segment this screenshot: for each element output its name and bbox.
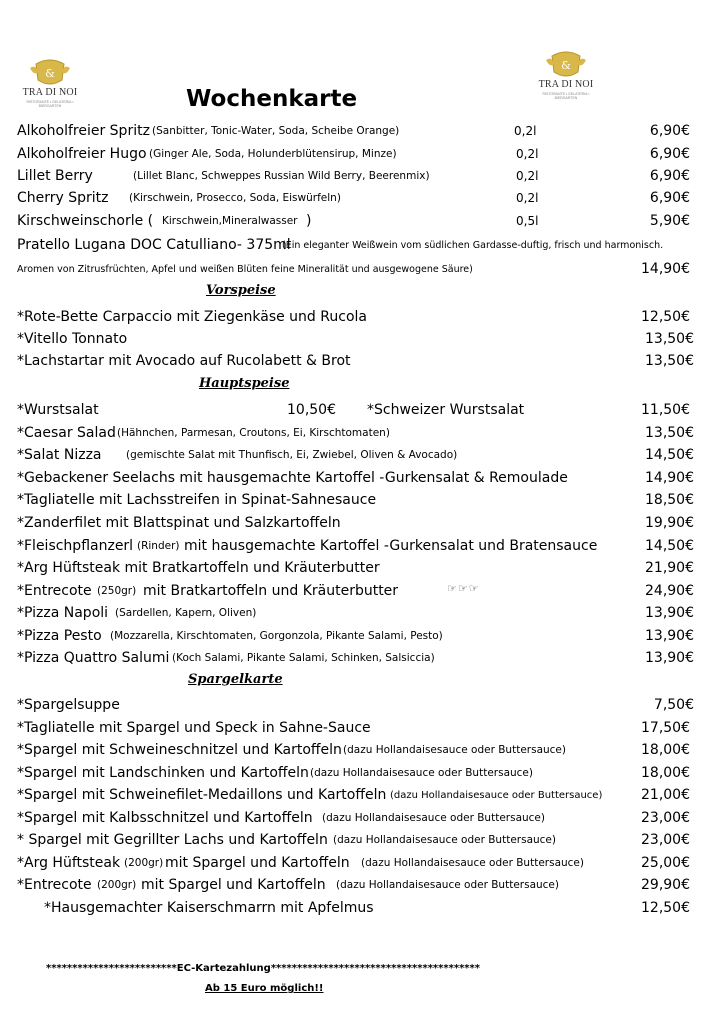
menu-item	[0, 602, 724, 625]
item-price: 23,00€	[641, 810, 690, 826]
item-volume: 0,2l	[514, 124, 537, 138]
item-name: *Vitello Tonnato	[17, 331, 128, 347]
item-name-close: )	[306, 213, 312, 229]
menu-item	[0, 512, 724, 535]
item-desc: (Rinder)	[137, 540, 180, 552]
item-price: 5,90€	[649, 213, 690, 229]
item-volume: 0,2l	[516, 147, 539, 161]
dessert-item	[0, 897, 724, 920]
logo-brand: TRA DI NOI	[538, 79, 594, 90]
menu-item	[0, 784, 724, 807]
item-price: 10,50€	[287, 402, 336, 418]
item-name: *Spargel mit Schweinefilet-Medaillons und Kartoffeln	[17, 787, 387, 803]
item-price: 23,00€	[641, 832, 690, 848]
item-name: *Pizza Napoli	[17, 605, 109, 621]
item-desc: (Sardellen, Kapern, Oliven)	[115, 607, 257, 619]
menu-item	[0, 647, 724, 670]
pointing-hand-icon: ☞☞☞	[447, 582, 480, 595]
item-price: 18,00€	[641, 742, 690, 758]
item-name-cont: mit Spargel und Kartoffeln	[165, 855, 350, 871]
drink-item	[0, 120, 724, 143]
item-price: 24,90€	[645, 583, 694, 599]
menu-item	[0, 694, 724, 717]
item-price: 7,50€	[653, 697, 694, 713]
item-name: *Hausgemachter Kaiserschmarrn mit Apfelmus	[44, 900, 374, 916]
item-name: *Entrecote	[17, 583, 92, 599]
item-desc: Kirschwein,Mineralwasser	[162, 215, 298, 227]
payment-label: EC-Kartezahlung	[176, 963, 271, 974]
item-price: 18,00€	[641, 765, 690, 781]
section-hauptspeise: Hauptspeise	[199, 376, 290, 391]
menu-item	[0, 580, 724, 603]
item-name: Pratello Lugana DOC Catulliano- 375ml	[17, 237, 291, 253]
item-name: *Arg Hüftsteak mit Bratkartoffeln und Kräuterbutter	[17, 560, 380, 576]
item-desc: (dazu Hollandaisesauce oder Buttersauce)	[310, 767, 533, 779]
menu-item	[0, 807, 724, 830]
logo-monogram: &	[561, 59, 571, 72]
item-name: *Arg Hüftsteak	[17, 855, 121, 871]
item-name: *Tagliatelle mit Lachsstreifen in Spinat-Sahnesauce	[17, 492, 377, 508]
item-price: 14,50€	[645, 538, 694, 554]
item-name: * Spargel mit Gegrillter Lachs und Kartoffeln	[17, 832, 328, 848]
item-price: 13,90€	[645, 650, 694, 666]
item-price: 21,90€	[645, 560, 694, 576]
drink-item	[0, 187, 724, 210]
item-desc: (Ein eleganter Weißwein vom südlichen Gardasse-duftig, frisch und harmonisch.	[282, 240, 664, 251]
item-name: *Fleischpflanzerl	[17, 538, 134, 554]
item-price: 6,90€	[649, 123, 690, 139]
payment-min-note: Ab 15 Euro möglich!!	[205, 983, 324, 994]
item-desc: (dazu Hollandaisesauce oder Buttersauce)	[361, 857, 584, 869]
item-desc: (dazu Hollandaisesauce oder Buttersauce)	[336, 879, 559, 891]
item-price: 13,90€	[645, 628, 694, 644]
stars-right: ****************************************	[270, 963, 480, 974]
menu-item	[0, 306, 724, 329]
item-desc: (200gr)	[97, 879, 137, 891]
wine-item	[0, 234, 724, 257]
item-price: 25,00€	[641, 855, 690, 871]
menu-item	[0, 874, 724, 897]
stars-left: *************************	[46, 963, 177, 974]
section-vorspeise: Vorspeise	[206, 283, 276, 298]
item-name: *Tagliatelle mit Spargel und Speck in Sahne-Sauce	[17, 720, 371, 736]
item-name: Lillet Berry	[17, 168, 93, 184]
item-price: 14,90€	[641, 261, 690, 277]
menu-item	[0, 489, 724, 512]
item-name: *Zanderfilet mit Blattspinat und Salzkartoffeln	[17, 515, 341, 531]
item-name-cont: mit hausgemachte Kartoffel -Gurkensalat und Bratensauce	[184, 538, 598, 554]
drink-item	[0, 165, 724, 188]
logo-monogram: &	[45, 67, 55, 80]
item-price: 17,50€	[641, 720, 690, 736]
item-volume: 0,2l	[516, 169, 539, 183]
item-price: 6,90€	[649, 168, 690, 184]
wine-item-cont	[0, 258, 724, 281]
item-name: *Pizza Pesto	[17, 628, 102, 644]
item-desc: (dazu Hollandaisesauce oder Buttersauce)	[343, 744, 566, 756]
item-name: *Wurstsalat	[17, 402, 99, 418]
item-price: 13,50€	[645, 353, 694, 369]
item-price: 12,50€	[641, 309, 690, 325]
item-name: *Entrecote	[17, 877, 92, 893]
drink-item	[0, 210, 724, 233]
menu-item	[0, 328, 724, 351]
item-volume: 0,5l	[516, 214, 539, 228]
item-price: 21,00€	[641, 787, 690, 803]
item-price: 18,50€	[645, 492, 694, 508]
item-name-cont: mit Spargel und Kartoffeln	[141, 877, 326, 893]
item-name: *Rote-Bette Carpaccio mit Ziegenkäse und Rucola	[17, 309, 367, 325]
item-desc: (gemischte Salat mit Thunfisch, Ei, Zwiebel, Oliven & Avocado)	[126, 449, 458, 461]
menu-item	[0, 467, 724, 490]
item-price: 19,90€	[645, 515, 694, 531]
logo-tagline: RISTORANTE • GELATERIA • BIERGARTEN	[26, 100, 74, 108]
item-price: 13,50€	[645, 331, 694, 347]
logo-tagline: RISTORANTE • GELATERIA • BIERGARTEN	[542, 92, 590, 100]
menu-item	[0, 535, 724, 558]
item-desc: (250gr)	[97, 585, 137, 597]
item-desc: (200gr)	[124, 857, 164, 869]
item-price: 6,90€	[649, 146, 690, 162]
menu-item	[0, 739, 724, 762]
menu-item	[0, 625, 724, 648]
item-desc: (Ginger Ale, Soda, Holunderblütensirup, Minze)	[149, 148, 397, 160]
item-desc: (Koch Salami, Pikante Salami, Schinken, Salsiccia)	[172, 652, 435, 664]
item-name: Kirschweinschorle (	[17, 213, 154, 229]
item-name: *Schweizer Wurstsalat	[367, 402, 525, 418]
item-name: *Gebackener Seelachs mit hausgemachte Kartoffel -Gurkensalat & Remoulade	[17, 470, 568, 486]
item-name: *Spargel mit Kalbsschnitzel und Kartoffeln	[17, 810, 313, 826]
item-desc: (Sanbitter, Tonic-Water, Soda, Scheibe Orange)	[152, 125, 400, 137]
item-desc: (Kirschwein, Prosecco, Soda, Eiswürfeln)	[129, 192, 341, 204]
item-name: *Lachstartar mit Avocado auf Rucolabett & Brot	[17, 353, 351, 369]
logo-brand: TRA DI NOI	[22, 87, 78, 98]
menu-item	[0, 422, 724, 445]
item-desc: (dazu Hollandaisesauce oder Buttersauce)	[322, 812, 545, 824]
section-spargelkarte: Spargelkarte	[188, 672, 283, 687]
item-desc: (Hähnchen, Parmesan, Croutons, Ei, Kirschtomaten)	[117, 427, 390, 439]
item-price: 14,90€	[645, 470, 694, 486]
item-name-cont: mit Bratkartoffeln und Kräuterbutter	[143, 583, 399, 599]
item-volume: 0,2l	[516, 191, 539, 205]
item-name: *Spargel mit Landschinken und Kartoffeln	[17, 765, 309, 781]
item-price: 29,90€	[641, 877, 690, 893]
menu-item	[0, 852, 724, 875]
item-desc: (dazu Hollandaisesauce oder Buttersauce)	[333, 834, 556, 846]
menu-item	[0, 350, 724, 373]
item-desc: Aromen von Zitrusfrüchten, Apfel und weißen Blüten feine Mineralität und ausgewogene Säure)	[17, 264, 473, 275]
item-desc: (dazu Hollandaisesauce oder Buttersauce)	[390, 790, 603, 801]
menu-item	[0, 399, 724, 422]
item-name: *Caesar Salad	[17, 425, 116, 441]
menu-item	[0, 762, 724, 785]
menu-item	[0, 717, 724, 740]
item-name: *Salat Nizza	[17, 447, 102, 463]
menu-item	[0, 557, 724, 580]
item-desc: (Lillet Blanc, Schweppes Russian Wild Berry, Beerenmix)	[133, 170, 430, 182]
payment-note	[46, 963, 480, 974]
item-desc: (Mozzarella, Kirschtomaten, Gorgonzola, Pikante Salami, Pesto)	[110, 630, 443, 642]
item-price: 13,90€	[645, 605, 694, 621]
menu-item	[0, 444, 724, 467]
item-price: 11,50€	[641, 402, 690, 418]
item-name: Cherry Spritz	[17, 190, 109, 206]
item-name: *Spargelsuppe	[17, 697, 120, 713]
page-title: Wochenkarte	[186, 86, 358, 112]
item-price: 13,50€	[645, 425, 694, 441]
menu-item	[0, 829, 724, 852]
item-name: Alkoholfreier Hugo	[17, 146, 147, 162]
item-name: *Spargel mit Schweineschnitzel und Kartoffeln	[17, 742, 342, 758]
item-name: Alkoholfreier Spritz	[17, 123, 150, 139]
item-price: 12,50€	[641, 900, 690, 916]
item-price: 6,90€	[649, 190, 690, 206]
drink-item	[0, 143, 724, 166]
item-price: 14,50€	[645, 447, 694, 463]
item-name: *Pizza Quattro Salumi	[17, 650, 170, 666]
